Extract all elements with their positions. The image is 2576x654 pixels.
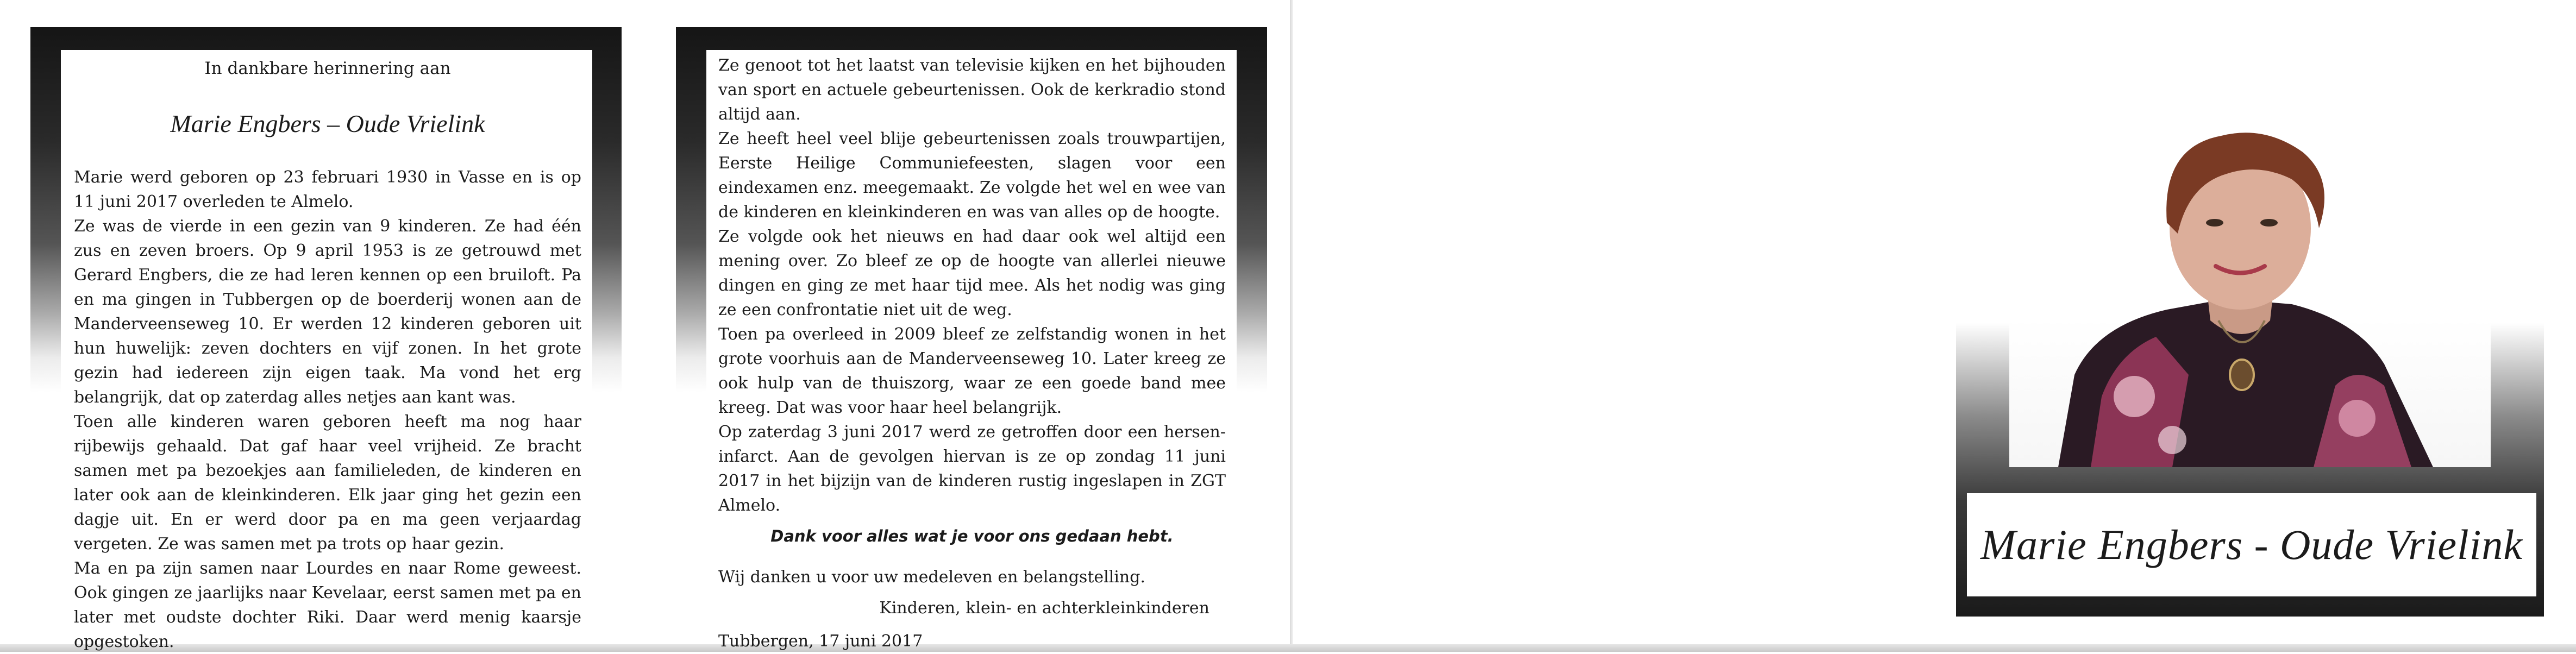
biography-paragraph: Ze heeft heel veel blije gebeurtenissen zoals trouwpartijen, Eerste Heilige Communiefeesten, slagen voor een eindexamen enz. meegemaakt. Ze volgde het wel en wee van de kinderen en kleinkinderen en was van alles op de hoogte. — [718, 129, 1226, 222]
thanks-line: Dank voor alles wat je voor ons gedaan hebt. — [770, 527, 1174, 545]
biography-paragraph: Ze genoot tot het laatst van televisie kijken en het bijhouden van sport en actuele gebeurtenissen. Ook de kerkradio stond altijd aan. — [718, 56, 1226, 124]
left-text-card — [61, 50, 592, 651]
biography-paragraph: Toen pa overleed in 2009 bleef ze zelfstandig wonen in het grote voorhuis aan de Manderveenseweg 10. Later kreeg ze ook hulp van de thuiszorg, waar ze een goede band mee kreeg. Dat was voor haar heel belangrijk. — [718, 325, 1226, 417]
biography-paragraph: Op zaterdag 3 juni 2017 werd ze getroffen door een hersen-infarct. Aan de gevolgen hiervan is ze op zondag 11 juni 2017 in het bijzijn van de kinderen rustig ingeslapen in ZGT Almelo. — [718, 423, 1226, 515]
biography-continued — [718, 53, 1226, 518]
place-date-line: Tubbergen, 17 juni 2017 — [718, 632, 923, 651]
biography-paragraph: Ma en pa zijn samen naar Lourdes en naar Rome geweest. Ook gingen ze jaarlijks naar Kevelaar, eerst samen met pa en later met oudste dochter Riki. Daar werd menig kaarsje opgestoken. — [74, 559, 581, 651]
intro-line: In dankbare herinnering aan — [204, 59, 451, 78]
biography-paragraph: Marie werd geboren op 23 februari 1930 in Vasse en is op 11 juni 2017 overleden te Almelo. — [74, 168, 581, 211]
biography-paragraph: Ze was de vierde in een gezin van 9 kinderen. Ze had één zus en zeven broers. Op 9 april 1953 is ze getrouwd met Gerard Engbers, die ze had leren kennen op een bruiloft. Pa en ma gingen in Tubbergen op de boerderij wonen aan de Manderveenseweg 10. Er werden 12 kinderen geboren uit hun huwelijk: zeven dochters en vijf zonen. In het grote gezin had iedereen zijn eigen taak. Ma vond het erg belangrijk, dat op zaterdag alles netjes aan kant was. — [74, 217, 581, 407]
biography-text — [74, 165, 581, 654]
fold-line — [1290, 0, 1293, 644]
biography-paragraph: Toen alle kinderen waren geboren heeft ma nog haar rijbewijs gehaald. Dat gaf haar veel vrijheid. Ze bracht samen met pa bezoekjes aan familieleden, de kinderen en later ook aan de kleinkinderen. Elk jaar ging het gezin een dagje uit. En er werd door pa en ma geen verjaardag vergeten. Ze was samen met pa trots op haar gezin. — [74, 412, 581, 554]
signoff-line: Kinderen, klein- en achterkleinkinderen — [879, 599, 1209, 618]
biography-paragraph: Ze volgde ook het nieuws en had daar ook wel altijd een mening over. Zo bleef ze op de hoogte van allerlei nieuwe dingen en ging ze met haar tijd mee. Als het nodig was ging ze een confrontatie niet uit de weg. — [718, 227, 1226, 319]
middle-text-card — [706, 50, 1237, 651]
gratitude-line: Wij danken u voor uw medeleven en belangstelling. — [718, 568, 1145, 587]
deceased-name: Marie Engbers – Oude Vrielink — [170, 110, 485, 137]
nameplate — [1967, 493, 2536, 596]
portrait-illustration — [2009, 92, 2491, 467]
portrait-photo — [2009, 92, 2491, 467]
portrait-name: Marie Engbers - Oude Vrielink — [1980, 521, 2523, 568]
